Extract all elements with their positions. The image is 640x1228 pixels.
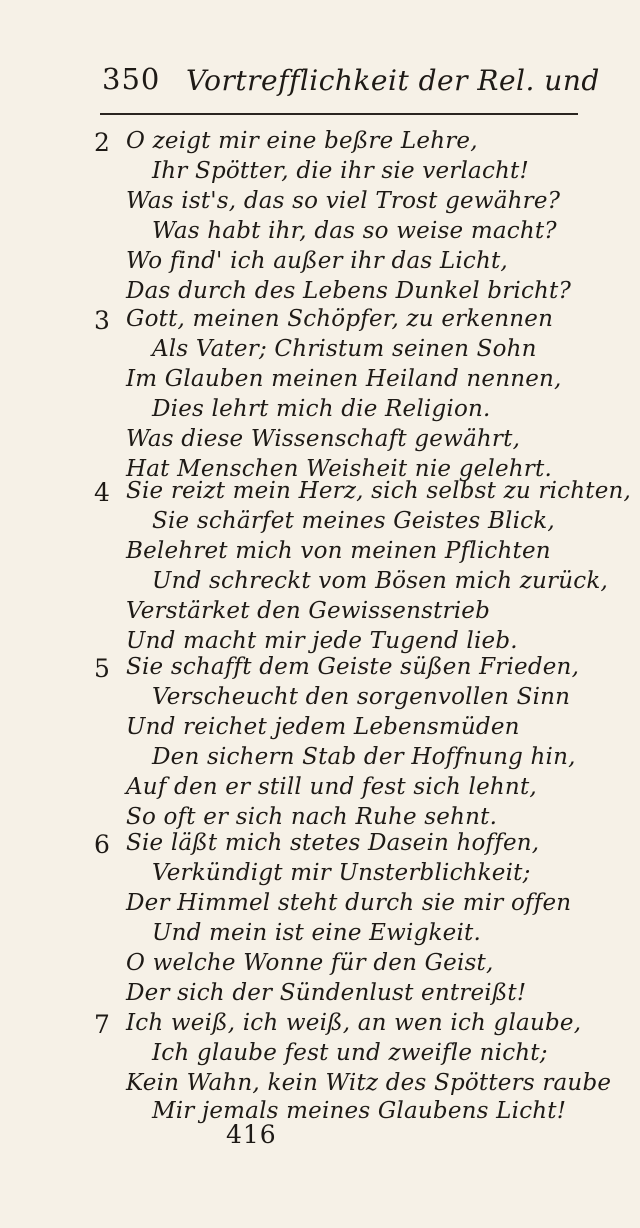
verse-line: Belehret mich von meinen Pflichten: [126, 538, 551, 564]
header-rule: [100, 113, 578, 115]
page-number: 350: [102, 62, 161, 96]
stanza-number: 4: [94, 478, 110, 507]
verse-line: Und mein ist eine Ewigkeit.: [152, 920, 481, 946]
verse-line: Und reichet jedem Lebensmüden: [126, 714, 520, 740]
verse-line: O zeigt mir eine beßre Lehre,: [126, 128, 478, 154]
verse-line: Was ist's, das so viel Trost gewähre?: [126, 188, 561, 214]
stanza-number: 5: [94, 654, 110, 683]
stanza-number: 7: [94, 1010, 110, 1039]
verse-line: Das durch des Lebens Dunkel bricht?: [126, 278, 572, 304]
verse-line: Sie schärfet meines Geistes Blick,: [152, 508, 555, 534]
running-title: Vortrefflichkeit der Rel. und: [186, 64, 600, 97]
verse-line: Dies lehrt mich die Religion.: [152, 396, 491, 422]
page-header: [100, 60, 600, 104]
verse-line: Was habt ihr, das so weise macht?: [152, 218, 557, 244]
verse-line: Im Glauben meinen Heiland nennen,: [126, 366, 562, 392]
verse-line: Verscheucht den sorgenvollen Sinn: [152, 684, 571, 710]
verse-line: Und schreckt vom Bösen mich zurück,: [152, 568, 608, 594]
verse-line: Sie schafft dem Geiste süßen Frieden,: [126, 654, 580, 680]
stanza-number: 6: [94, 830, 110, 859]
verse-line: O welche Wonne für den Geist,: [126, 950, 494, 976]
verse-line: Was diese Wissenschaft gewährt,: [126, 426, 521, 452]
stanza-number: 3: [94, 306, 110, 335]
verse-line: Den sichern Stab der Hoffnung hin,: [152, 744, 576, 770]
verse-line: Verkündigt mir Unsterblichkeit;: [152, 860, 531, 886]
verse-line: Ich weiß, ich weiß, an wen ich glaube,: [126, 1010, 582, 1036]
verse-line: Sie reizt mein Herz, sich selbst zu richten,: [126, 478, 632, 504]
verse-line: Gott, meinen Schöpfer, zu erkennen: [126, 306, 554, 332]
verse-line: Kein Wahn, kein Witz des Spötters raube: [126, 1070, 612, 1096]
hymn-number-footer: 416: [226, 1120, 277, 1149]
stanza-number: 2: [94, 128, 110, 157]
verse-line: Der Himmel steht durch sie mir offen: [126, 890, 572, 916]
verse-line: Mir jemals meines Glaubens Licht!: [152, 1098, 567, 1124]
verse-line: Als Vater; Christum seinen Sohn: [152, 336, 537, 362]
verse-line: Hat Menschen Weisheit nie gelehrt.: [126, 456, 552, 482]
verse-line: Wo find' ich außer ihr das Licht,: [126, 248, 508, 274]
verse-line: Der sich der Sündenlust entreißt!: [126, 980, 527, 1006]
verse-line: So oft er sich nach Ruhe sehnt.: [126, 804, 498, 830]
verse-line: Und macht mir jede Tugend lieb.: [126, 628, 518, 654]
verse-line: Ich glaube fest und zweifle nicht;: [152, 1040, 548, 1066]
verse-line: Verstärket den Gewissenstrieb: [126, 598, 491, 624]
verse-line: Auf den er still und fest sich lehnt,: [126, 774, 537, 800]
verse-line: Ihr Spötter, die ihr sie verlacht!: [152, 158, 529, 184]
verse-line: Sie läßt mich stetes Dasein hoffen,: [126, 830, 540, 856]
